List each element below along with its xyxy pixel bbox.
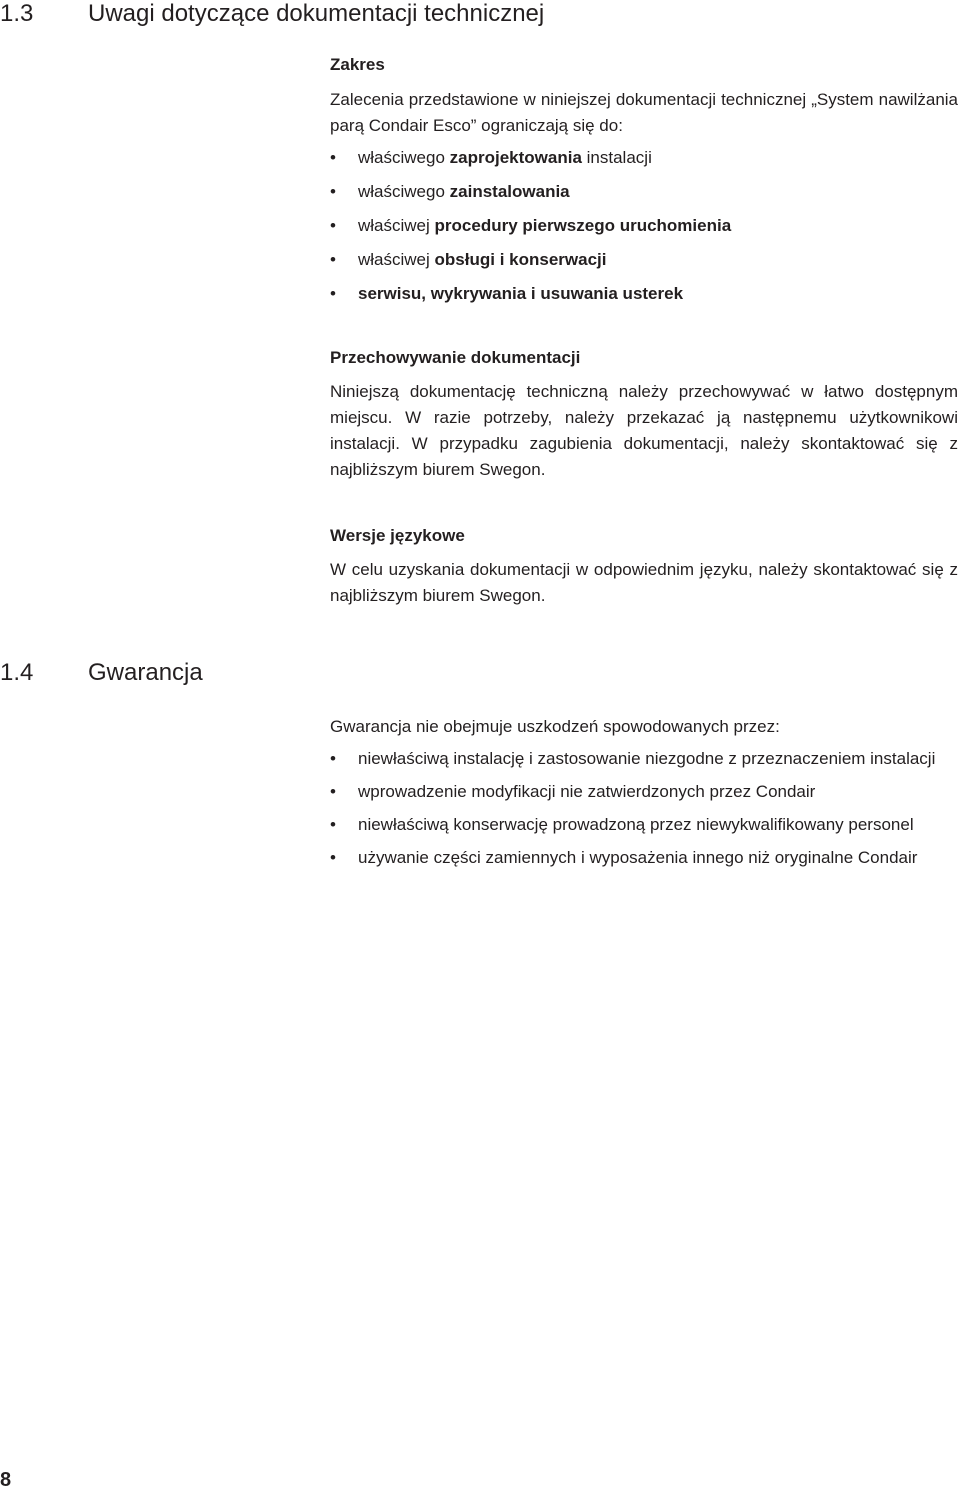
warranty-intro: Gwarancja nie obejmuje uszkodzeń spowodowanych przez:	[330, 717, 780, 736]
list-item	[330, 281, 958, 307]
section-title: Gwarancja	[88, 659, 203, 686]
storage-heading: Przechowywanie dokumentacji	[330, 348, 581, 367]
list-item: • używanie części zamiennych i wyposażenia innego niż oryginalne Condair	[330, 845, 958, 871]
scope-heading: Zakres	[330, 55, 385, 74]
section-heading-1-3	[0, 0, 544, 28]
list-item-emphasis: obsługi i konserwacji	[434, 250, 607, 269]
warranty-list	[330, 746, 958, 871]
list-item-text: właściwego	[358, 182, 450, 201]
list-item: • wprowadzenie modyfikacji nie zatwierdzonych przez Condair	[330, 779, 958, 805]
list-item-emphasis: serwisu, wykrywania i usuwania usterek	[358, 284, 684, 303]
list-item-emphasis: zaprojektowania	[449, 148, 582, 167]
storage-text: Niniejszą dokumentację techniczną należy przechowywać w łatwo dostępnym miejscu. W razie potrzeby, należy przekazać ją następnemu użytkownikowi instalacji. W przypadku zagubienia dokumentacji, należy skontaktować się z najbliższym biurem Swegon.	[330, 382, 958, 479]
list-item	[330, 145, 958, 171]
scope-list	[330, 145, 958, 307]
list-item-text: właściwej	[358, 216, 435, 235]
list-item-text: właściwej	[358, 250, 435, 269]
languages-text: W celu uzyskania dokumentacji w odpowiednim języku, należy skontaktować się z najbliższym biurem Swegon.	[330, 560, 958, 605]
section-heading-1-4	[0, 659, 203, 687]
list-item-text: instalacji	[581, 148, 652, 167]
page-number: 8	[0, 1469, 12, 1491]
list-item	[330, 247, 958, 273]
list-item: • niewłaściwą konserwację prowadzoną przez niewykwalifikowany personel	[330, 812, 958, 838]
section-number: 1.4	[0, 659, 34, 686]
list-item	[330, 213, 958, 239]
section-number: 1.3	[0, 0, 34, 27]
list-item-emphasis: procedury pierwszego uruchomienia	[434, 216, 732, 235]
section-title: Uwagi dotyczące dokumentacji technicznej	[88, 0, 545, 27]
list-item	[330, 179, 958, 205]
list-item: • niewłaściwą instalację i zastosowanie niezgodne z przeznaczeniem instalacji	[330, 746, 958, 772]
languages-heading: Wersje językowe	[330, 526, 465, 545]
list-item-emphasis: zainstalowania	[449, 182, 570, 201]
list-item-text: właściwego	[358, 148, 450, 167]
scope-intro: Zalecenia przedstawione w niniejszej dokumentacji technicznej „System nawilżania parą Condair Esco” ograniczają się do:	[330, 90, 958, 135]
